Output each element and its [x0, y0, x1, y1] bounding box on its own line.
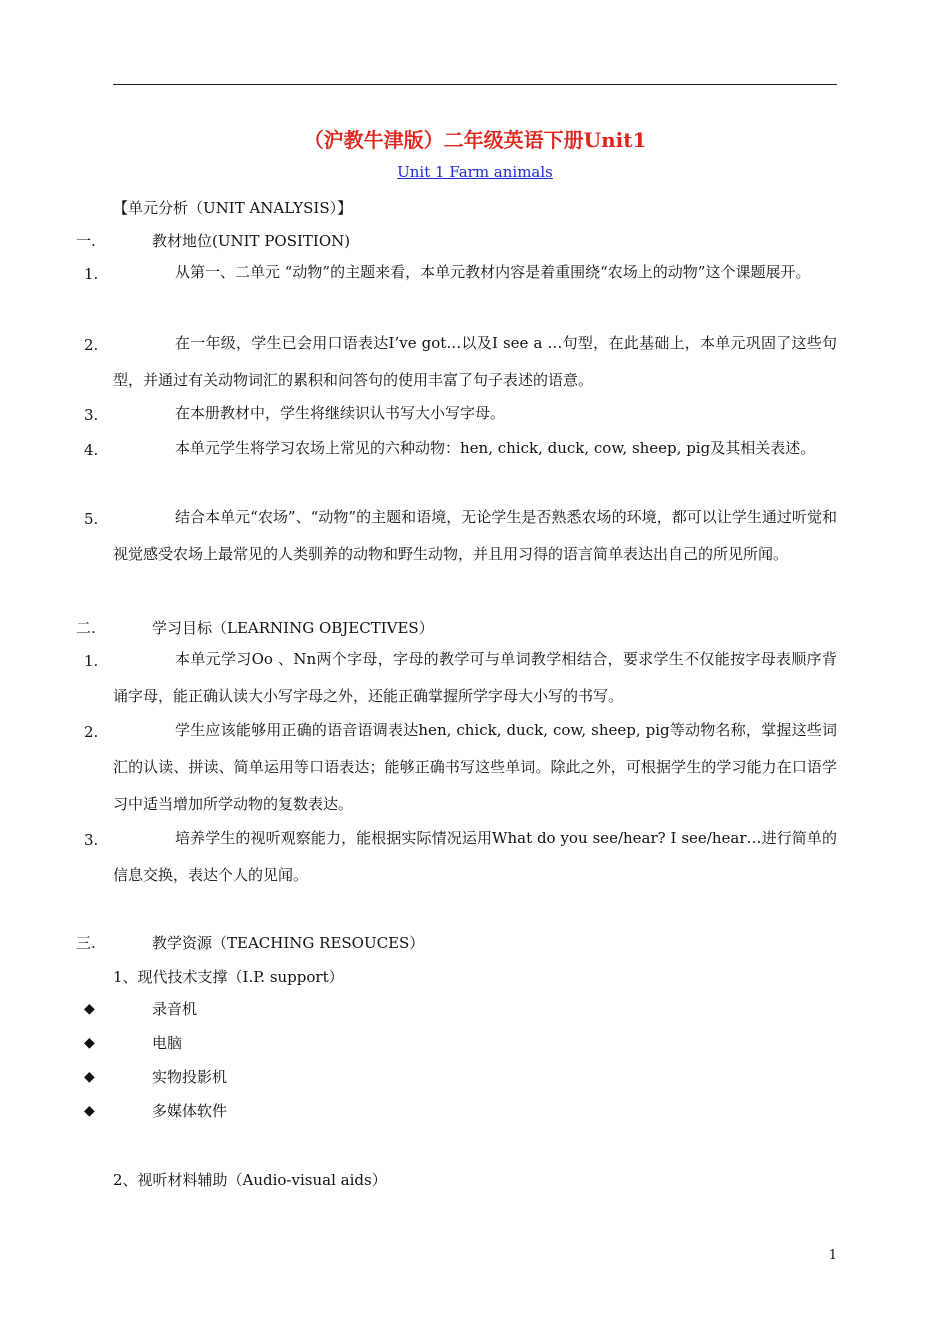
page-number: 1 — [828, 1248, 837, 1263]
section-2-number: 二. — [76, 619, 96, 637]
s2-item-1-number: 1. — [84, 652, 99, 670]
section-1-number: 一. — [76, 232, 96, 250]
s1-item-1-number: 1. — [84, 265, 99, 283]
s1-item-5-text: 结合本单元“农场”、“动物”的主题和语境，无论学生是否熟悉农场的环境，都可以让学生通过听觉和视觉感受农场上最常见的人类驯养的动物和野生动物，并且用习得的语言简单表达出自己的所见所闻。 — [113, 508, 837, 563]
section-1-heading: 教材地位(UNIT POSITION) — [152, 232, 351, 250]
bullet-item: 实物投影机 — [152, 1068, 228, 1086]
s1-item-5-number: 5. — [84, 510, 99, 528]
s2-item-2-text: 学生应该能够用正确的语音语调表达hen, chick, duck, cow, sheep, pig等动物名称，掌握这些词汇的认读、拼读、简单运用等口语表达；能够正确书写这些单词。除此之外，可根据学生的学习能力在口语学习中适当增加所学动物的复数表达。 — [113, 721, 837, 813]
s1-item-2-number: 2. — [84, 336, 99, 354]
bullet-diamond-icon: ◆ — [84, 1069, 95, 1085]
bullet-item: 多媒体软件 — [152, 1102, 228, 1120]
analysis-heading: 【单元分析（UNIT ANALYSIS）】 — [113, 199, 353, 217]
s2-item-3-number: 3. — [84, 831, 99, 849]
bullet-item: 录音机 — [152, 1000, 198, 1018]
bullet-diamond-icon: ◆ — [84, 1001, 95, 1017]
header-rule — [113, 84, 837, 85]
s1-item-4-text: 本单元学生将学习农场上常见的六种动物：hen, chick, duck, cow, sheep, pig及其相关表述。 — [175, 439, 816, 457]
s1-item-3-text: 在本册教材中，学生将继续识认书写大小写字母。 — [175, 404, 506, 422]
section-3-heading: 教学资源（TEACHING RESOUCES） — [152, 934, 425, 952]
s2-item-1-text: 本单元学习Oo 、Nn两个字母，字母的教学可与单词教学相结合，要求学生不仅能按字母表顺序背诵字母，能正确认读大小写字母之外，还能正确掌握所学字母大小写的书写。 — [113, 650, 837, 705]
bullet-item: 电脑 — [152, 1034, 183, 1052]
document-subtitle — [0, 163, 950, 181]
document-title: （沪教牛津版）二年级英语下册Unit1 — [303, 128, 647, 152]
section-2-heading: 学习目标（LEARNING OBJECTIVES） — [152, 619, 434, 637]
s1-item-4-number: 4. — [84, 441, 99, 459]
bullet-diamond-icon: ◆ — [84, 1035, 95, 1051]
section-3-sub-2: 2、视听材料辅助（Audio-visual aids） — [113, 1171, 387, 1189]
s1-item-1-text: 从第一、二单元 “动物”的主题来看，本单元教材内容是着重围绕“农场上的动物”这个课题展开。 — [175, 263, 811, 281]
s2-item-2-number: 2. — [84, 723, 99, 741]
section-3-number: 三. — [76, 934, 96, 952]
s1-item-3-number: 3. — [84, 406, 99, 424]
s2-item-3-text: 培养学生的视听观察能力，能根据实际情况运用What do you see/hear? I see/hear…进行简单的信息交换，表达个人的见闻。 — [113, 829, 837, 884]
bullet-diamond-icon: ◆ — [84, 1103, 95, 1119]
section-3-sub-1: 1、现代技术支撑（I.P. support） — [113, 968, 344, 986]
s1-item-2-text: 在一年级，学生已会用口语表达I’ve got…以及I see a …句型，在此基础上，本单元巩固了这些句型，并通过有关动物词汇的累积和问答句的使用丰富了句子表述的语意。 — [113, 334, 837, 389]
subtitle-link[interactable]: Unit 1 Farm animals — [397, 163, 553, 181]
